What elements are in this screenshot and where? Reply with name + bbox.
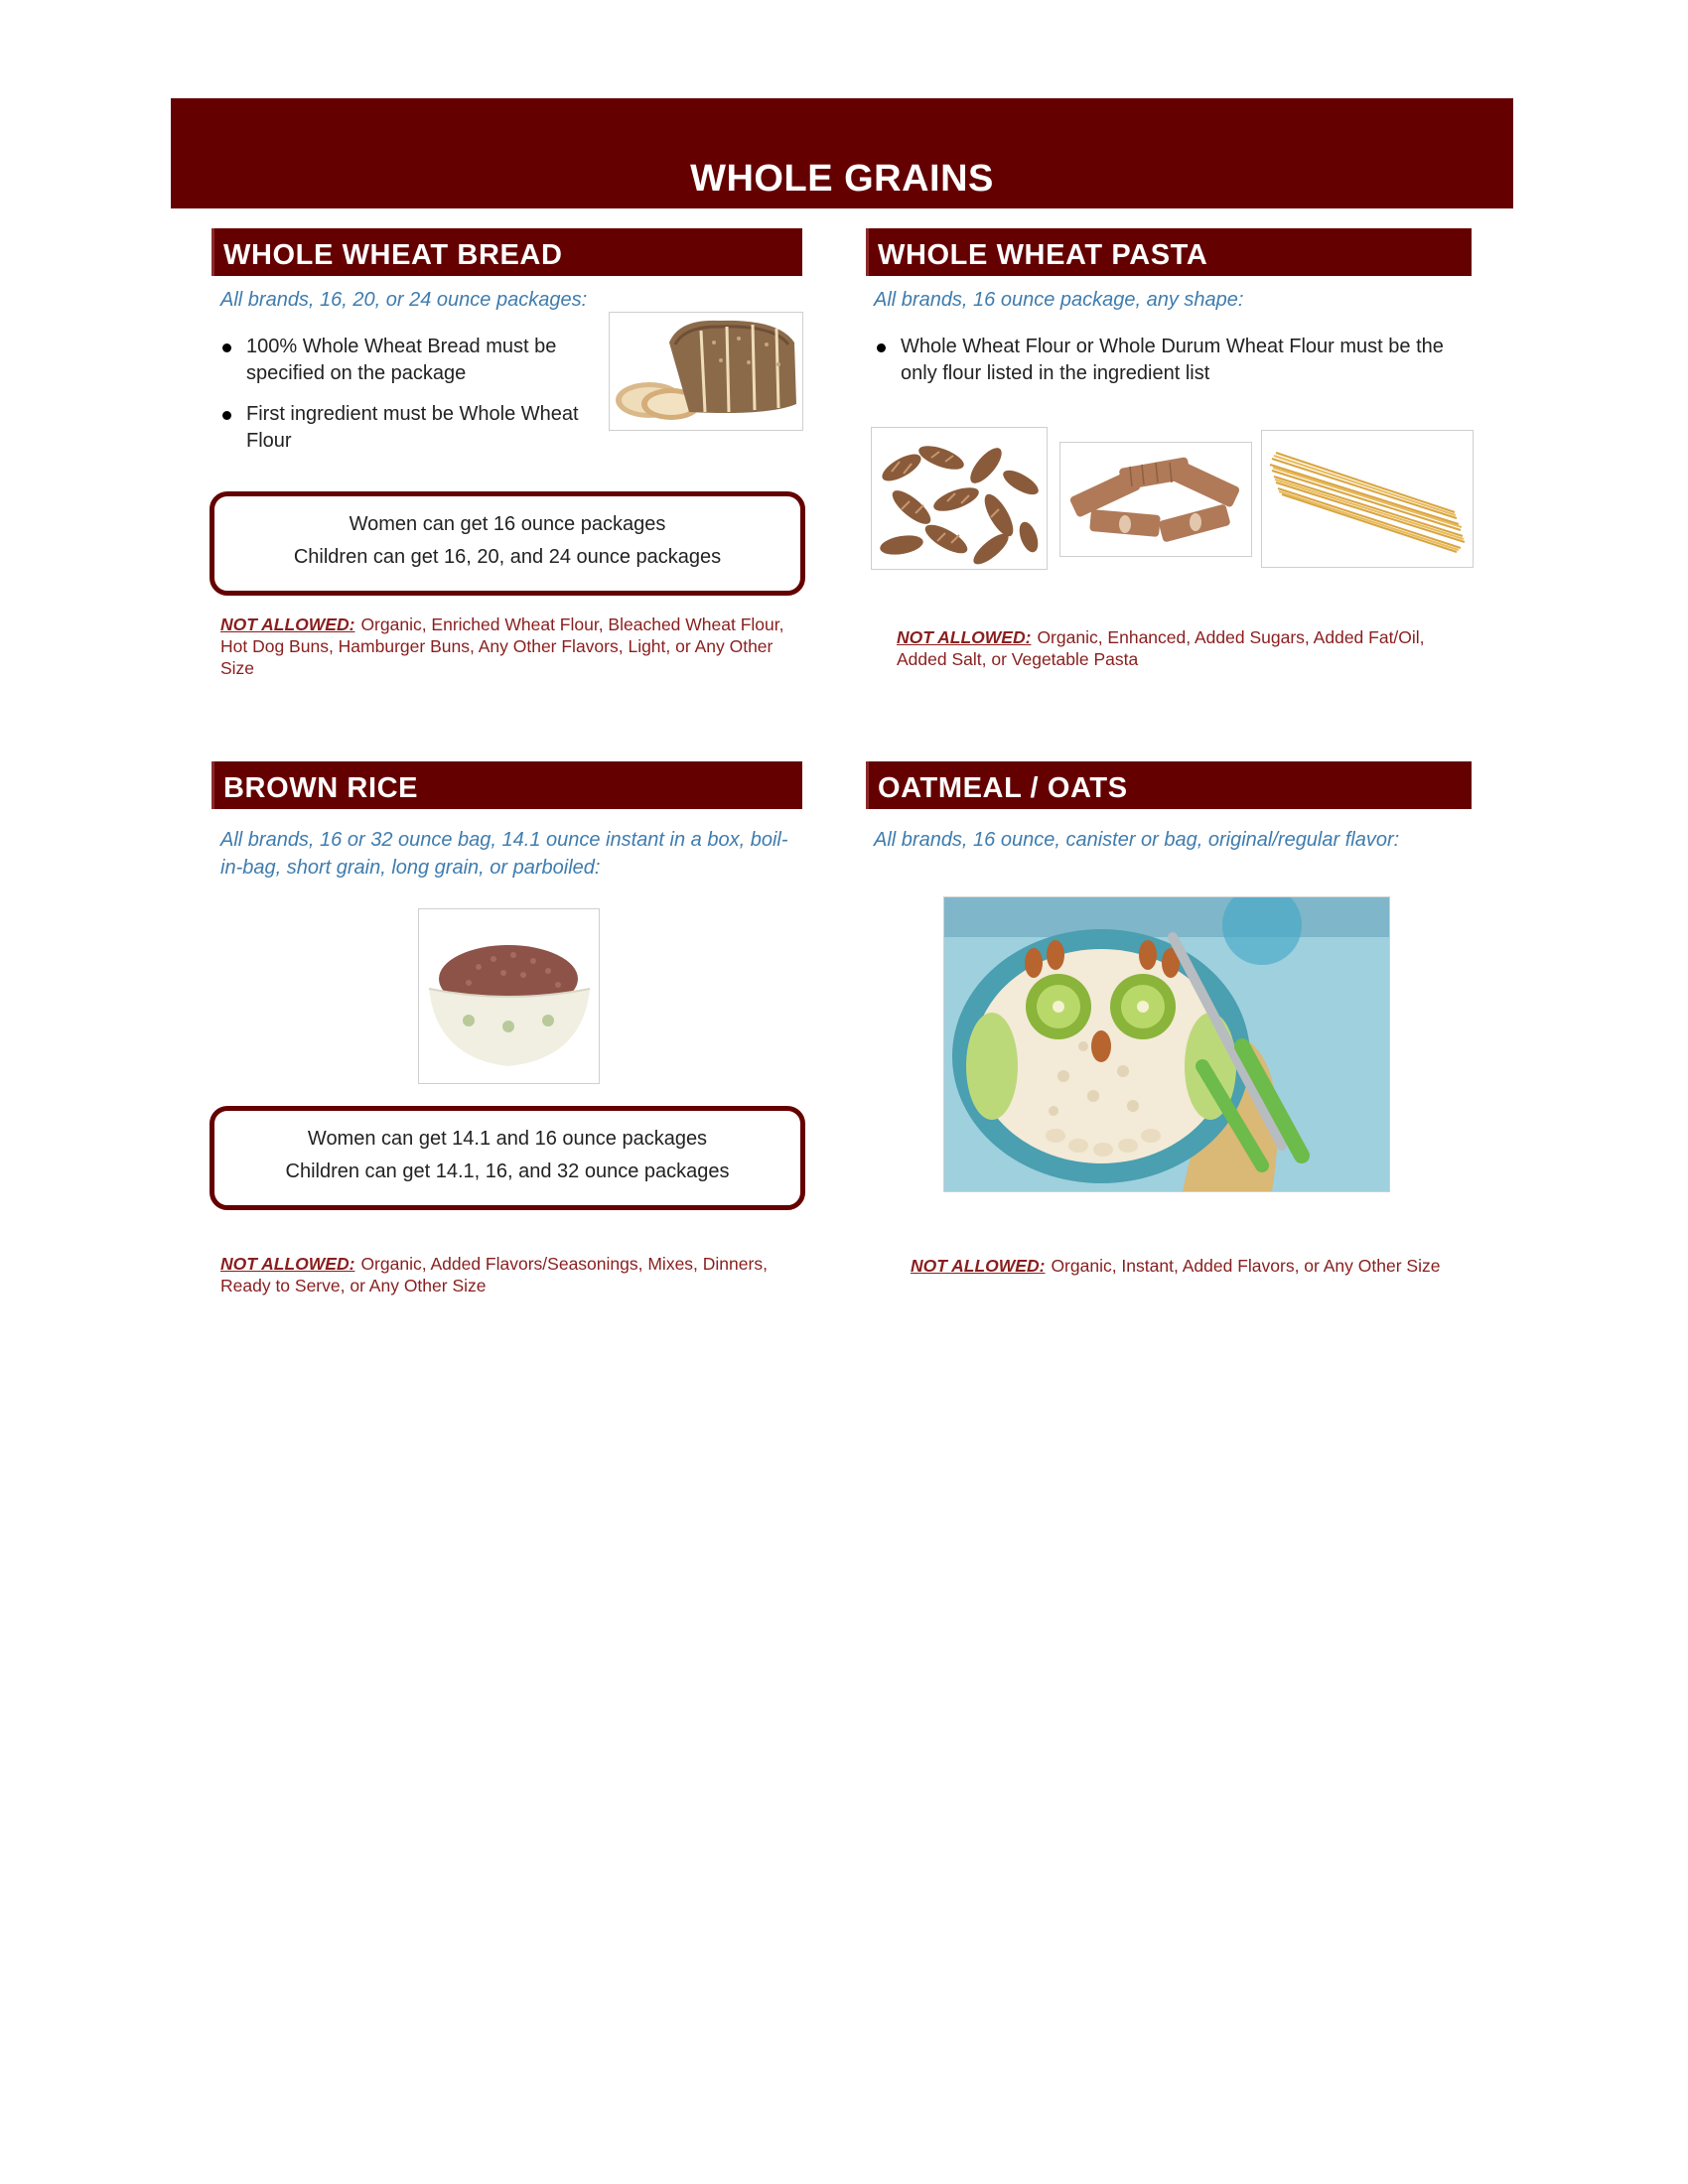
not-allowed-label: NOT ALLOWED: xyxy=(220,1254,355,1274)
rice-allowance-box xyxy=(210,1106,805,1210)
page-banner xyxy=(171,98,1513,208)
bread-subtitle: All brands, 16, 20, or 24 ounce packages: xyxy=(220,289,588,311)
bread-loaf-image xyxy=(609,312,803,431)
list-item: 100% Whole Wheat Bread must be specified on the package xyxy=(214,334,604,387)
allowance-women: Women can get 16 ounce packages xyxy=(349,513,666,535)
bread-requirements-list xyxy=(214,334,604,469)
rice-not-allowed xyxy=(220,1253,796,1297)
page-title: WHOLE GRAINS xyxy=(690,158,994,200)
oatmeal-owl-image xyxy=(943,896,1390,1192)
brown-rice-bowl-image xyxy=(418,908,600,1084)
oatmeal-bowl-icon xyxy=(944,897,1389,1191)
oats-subtitle: All brands, 16 ounce, canister or bag, original/regular flavor: xyxy=(874,829,1400,851)
penne-icon xyxy=(1060,443,1251,556)
oats-not-allowed xyxy=(911,1255,1467,1277)
list-item: First ingredient must be Whole Wheat Flour xyxy=(214,401,604,455)
spaghetti-icon xyxy=(1262,431,1473,567)
pasta-subtitle: All brands, 16 ounce package, any shape: xyxy=(874,289,1244,311)
bread-not-allowed xyxy=(220,614,796,679)
spaghetti-image xyxy=(1261,430,1474,568)
not-allowed-label: NOT ALLOWED: xyxy=(897,627,1032,647)
allowance-children: Children can get 14.1, 16, and 32 ounce packages xyxy=(285,1160,730,1182)
bullet-icon xyxy=(877,343,886,352)
not-allowed-text: Organic, Enhanced, Added Sugars, Added Fat/Oil, Added Salt, or Vegetable Pasta xyxy=(897,627,1425,669)
section-heading-bread: WHOLE WHEAT BREAD xyxy=(211,228,802,276)
penne-pasta-image xyxy=(1059,442,1252,557)
pasta-not-allowed xyxy=(897,626,1453,670)
allowance-women: Women can get 14.1 and 16 ounce packages xyxy=(307,1128,708,1150)
not-allowed-text: Organic, Instant, Added Flavors, or Any Other Size xyxy=(1051,1256,1441,1276)
bullet-icon xyxy=(222,411,231,420)
rotini-icon xyxy=(872,428,1047,569)
rice-bowl-icon xyxy=(419,909,599,1083)
rotini-pasta-image xyxy=(871,427,1048,570)
not-allowed-text: Organic, Enriched Wheat Flour, Bleached Wheat Flour, Hot Dog Buns, Hamburger Buns, Any Other Flavors, Light, or Any Other Size xyxy=(220,614,784,678)
not-allowed-label: NOT ALLOWED: xyxy=(911,1256,1046,1276)
rice-subtitle: All brands, 16 or 32 ounce bag, 14.1 ounce instant in a box, boil-in-bag, short grain, long grain, or parboiled: xyxy=(220,829,788,879)
section-heading-pasta: WHOLE WHEAT PASTA xyxy=(866,228,1472,276)
not-allowed-text: Organic, Added Flavors/Seasonings, Mixes, Dinners, Ready to Serve, or Any Other Size xyxy=(220,1254,768,1296)
pasta-requirements-list xyxy=(869,334,1465,401)
section-heading-oats: OATMEAL / OATS xyxy=(866,761,1472,809)
bread-allowance-box xyxy=(210,491,805,596)
allowance-children: Children can get 16, 20, and 24 ounce packages xyxy=(293,546,722,568)
list-item: Whole Wheat Flour or Whole Durum Wheat Flour must be the only flour listed in the ingredient list xyxy=(869,334,1465,387)
not-allowed-label: NOT ALLOWED: xyxy=(220,614,355,634)
section-heading-rice: BROWN RICE xyxy=(211,761,802,809)
bullet-icon xyxy=(222,343,231,352)
bread-loaf-icon xyxy=(610,313,802,430)
